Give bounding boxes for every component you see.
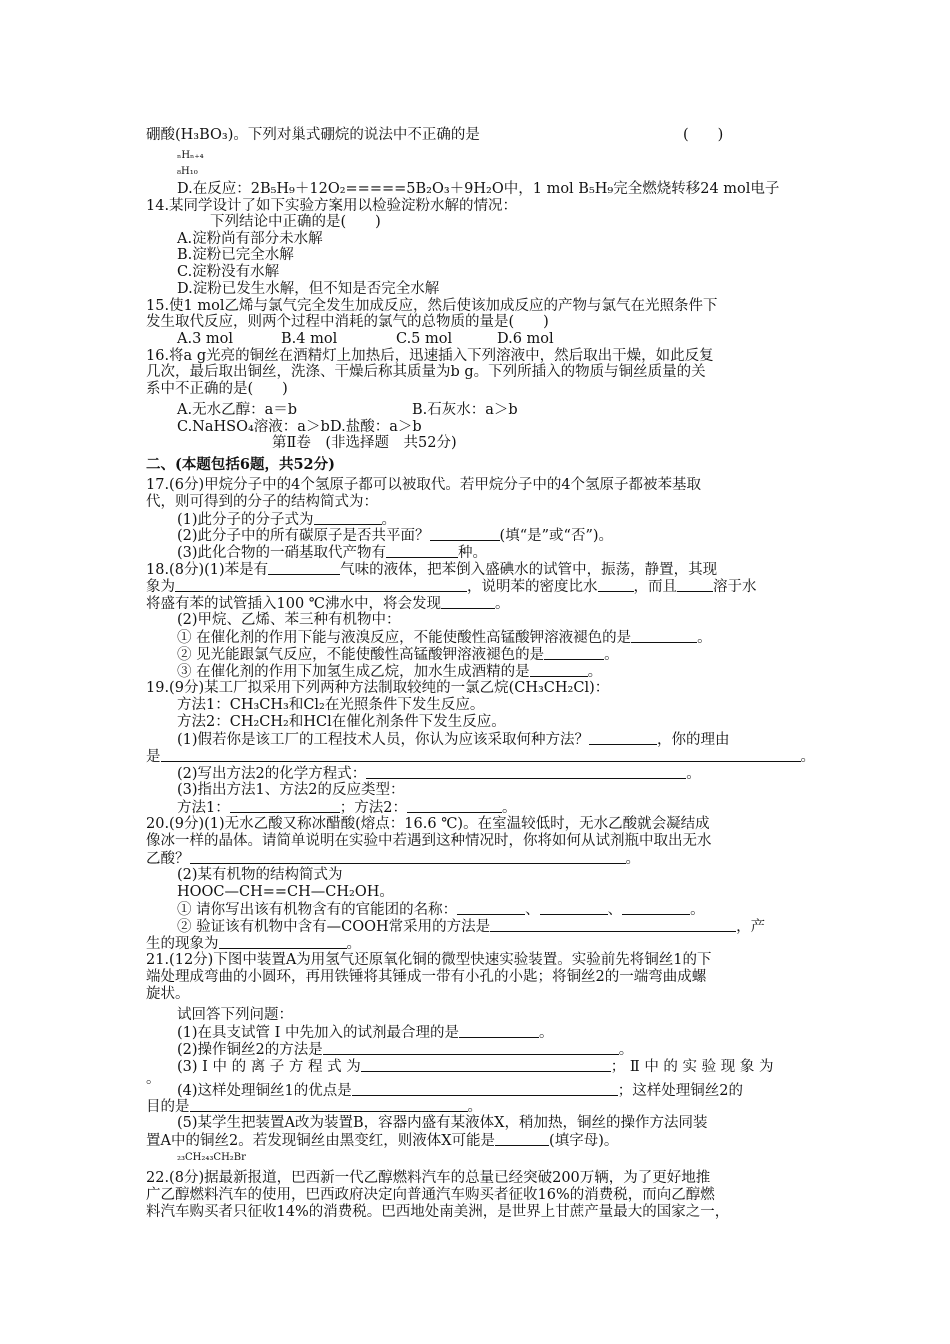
text-line [146,968,706,986]
answer-blank[interactable] [459,1023,539,1038]
text-segment: ，而且 [633,579,677,595]
text-segment: ；这样处理铜丝2的 [617,1083,743,1099]
option-d [177,280,439,298]
answer-blank[interactable] [361,1057,611,1072]
text-segment: ① 在催化剂的作用下能与液溴反应，不能使酸性高锰酸钾溶液褪色的是 [177,630,632,646]
text-segment: 第Ⅱ卷 (非选择题 共52分) [272,435,457,451]
answer-bracket [683,126,723,144]
text-segment: 试回答下列问题： [177,1007,293,1023]
text-segment: 14.某同学设计了如下实验方案用以检验淀粉水解的情况： [146,198,518,214]
option-d [497,330,554,348]
option-a [177,330,233,348]
answer-blank[interactable] [490,917,736,932]
text-segment: B.石灰水：a＞b [412,402,518,418]
text-line [177,1114,708,1132]
text-segment: 几次，最后取出铜丝，洗涤、干燥后称其质量为b g。下列所插入的物质与铜丝质量的关 [146,364,706,380]
text-segment: (填“是”或“否”)。 [499,528,614,544]
text-segment: 17.(6分)甲烷分子中的4个氢原子都可以被取代。若甲烷分子中的4个氢原子都被苯基取 [146,477,702,493]
text-segment: D.6 mol [497,331,554,347]
text-segment: (5)某学生把装置A改为装置B，容器内盛有某液体X，稍加热，铜丝的操作方法同装 [177,1115,708,1131]
option-b [177,246,294,264]
text-line [146,380,288,398]
text-segment: (1)此分子的分子式为 [177,512,314,528]
text-segment: 代，则可得到的分子的结构简式为： [146,494,378,510]
text-segment: 19.(9分)某工厂拟采用下列两种方法制取较纯的一氯乙烷(CH₃CH₂Cl)： [146,680,610,696]
text-segment: B.4 mol [281,331,338,347]
formula [177,883,394,901]
text-segment: (2)某有机物的结构简式为 [177,867,343,883]
formula-fragment [177,166,198,178]
text-segment: (3)指出方法1、方法2的反应类型： [177,782,405,798]
text-segment: 置A中的铜丝2。若发现铜丝由黑变红，则液体X可能是 [146,1133,496,1149]
text-line [177,1057,773,1076]
text-segment: B.淀粉已完全水解 [177,247,294,263]
text-segment: 料汽车购买者只征收14%的消费税。巴西地处南美洲，是世界上甘蔗产量最大的国家之一， [146,1204,730,1220]
text-segment: D.淀粉已发生水解，但不知是否完全水解 [177,281,440,297]
text-line [146,313,549,331]
option-b [412,401,518,419]
answer-blank[interactable] [631,628,697,643]
text-segment: (3)此化合物的一硝基取代产物有 [177,545,387,561]
text-segment: ( ) [683,127,724,143]
question-17 [146,476,701,494]
text-segment: ② 见光能跟氯气反应，不能使酸性高锰酸钾溶液褪色的是 [177,647,545,663]
text-segment: ③ 在催化剂的作用下加氢生成乙烷，加水生成酒精的是 [177,664,530,680]
text-segment: 。 [495,596,510,612]
text-segment: A.3 mol [177,331,234,347]
text-segment: (填字母)。 [549,1133,619,1149]
answer-blank[interactable] [598,577,634,592]
text-segment: (1)假若你是该工厂的工程技术人员，你认为应该采取何种方法？ [177,732,590,748]
question-22 [146,1169,710,1187]
answer-blank[interactable] [175,577,467,592]
text-segment: 目的是 [146,1099,190,1115]
text-line [146,1070,161,1088]
text-segment: 、 [607,902,623,918]
text-segment: ① 请你写出该有机物含有的官能团的名称： [177,902,458,918]
text-segment: 。 [690,902,705,918]
text-segment: D.盐酸：a＞b [330,419,422,435]
text-segment: 21.(12分)下图中装置A为用氢气还原氧化铜的微型快速实验装置。实验前先将铜丝1的下 [146,952,712,968]
formula-fragment [177,1152,246,1164]
text-segment: (2)甲烷、乙烯、苯三种有机物中： [177,612,401,628]
text-segment: ₈H₁₀ [177,166,198,177]
text-segment: (2)操作铜丝2的方法是 [177,1042,323,1058]
text-segment: 。 [381,512,397,528]
text-line [177,611,401,629]
text-segment: 、 [525,902,540,918]
text-segment: ；方法2： [339,800,407,816]
text-segment: ② 验证该有机物中含有—COOH常采用的方法是 [177,919,491,935]
text-segment: 。 [146,1071,161,1087]
text-segment: 。 [501,800,517,816]
text-segment: 气味的液体，把苯倒入盛碘水的试管中，振荡，静置，其现 [340,562,718,578]
text-segment: ，你的理由 [657,732,730,748]
text-segment: 乙酸？ [146,851,190,867]
text-segment: 。 [697,630,712,646]
text-line [146,126,480,144]
option-c [396,330,452,348]
text-line [146,1186,715,1204]
text-segment: 广乙醇燃料汽车的使用，巴西政府决定向普通汽车购买者征收16%的消费税，而向乙醇燃 [146,1187,715,1203]
text-segment: 端处理成弯曲的小圆环，再用铁锤将其锤成一带有小孔的小匙；将铜丝2的一端弯曲成螺 [146,969,707,985]
answer-blank[interactable] [441,594,495,609]
text-segment: (4)这样处理铜丝1的优点是 [177,1083,352,1099]
text-segment: 。 [346,936,361,952]
text-segment: 方法1：CH₃CH₃和Cl₂在光照条件下发生反应。 [177,697,485,713]
text-segment: 。 [467,1099,482,1115]
text-line [177,781,405,799]
text-segment: 20.(9分)(1)无水乙酸又称冰醋酸(熔点：16.6 ℃)。在室温较低时，无水乙酸就会凝结成 [146,816,710,832]
text-line [177,866,343,884]
text-line [146,363,706,381]
text-segment: (1)在具支试管 Ⅰ 中先加入的试剂最合理的是 [177,1025,459,1041]
answer-blank[interactable] [314,510,382,525]
answer-blank[interactable] [386,543,458,558]
text-segment: 种。 [458,545,488,561]
answer-blank[interactable] [190,849,626,864]
question-21 [146,951,712,969]
answer-blank[interactable] [219,934,347,949]
answer-blank[interactable] [589,730,657,745]
text-line [210,213,381,231]
answer-blank[interactable] [407,798,502,813]
answer-blank[interactable] [430,526,500,541]
text-segment: 。 [686,766,701,782]
text-segment: A.淀粉尚有部分未水解 [177,231,323,247]
answer-blank[interactable] [457,900,525,915]
text-segment: 系中不正确的是( ) [146,381,288,397]
answer-blank[interactable] [530,662,588,677]
text-segment: 硼酸(H₃BO₃)。下列对巢式硼烷的说法中不正确的是 [146,127,480,143]
answer-blank[interactable] [366,764,686,779]
text-segment: 将盛有苯的试管插入100 ℃沸水中，将会发现 [146,596,442,612]
text-segment: 。 [604,647,619,663]
option-b [281,330,337,348]
text-line [177,713,506,731]
answer-blank[interactable] [677,577,713,592]
text-segment: 16.将a g光亮的铜丝在酒精灯上加热后，迅速插入下列溶液中，然后取出干燥，如此反复 [146,348,714,364]
text-segment: 。 [618,1042,634,1058]
question-19 [146,679,609,697]
text-segment: C.NaHSO₄溶液：a＞b [177,419,330,435]
answer-blank[interactable] [352,1081,618,1096]
text-segment: 18.(8分)(1)苯是有 [146,562,269,578]
text-segment: 下列结论中正确的是( ) [210,214,381,230]
answer-blank[interactable] [230,798,340,813]
text-line [146,985,190,1003]
text-segment: ₂₃CH₂₄₃CH₂Br [177,1152,246,1163]
text-segment: C.淀粉没有水解 [177,264,280,280]
text-segment: 是 [146,749,161,765]
answer-blank[interactable] [622,900,690,915]
answer-blank[interactable] [190,1097,468,1112]
section-heading [146,456,335,474]
text-segment: 方法1： [177,800,230,816]
text-segment: ； Ⅱ 中 的 实 验 现 象 为 [610,1059,774,1075]
text-segment: A.无水乙醇：a＝b [177,402,298,418]
text-segment: 二、(本题包括6题，共52分) [146,456,335,473]
question-20 [146,815,710,833]
text-segment: 生的现象为 [146,936,219,952]
answer-blank[interactable] [323,1040,619,1055]
text-segment: HOOC—CH==CH—CH₂OH。 [177,884,394,900]
text-segment: 旋状。 [146,986,190,1002]
answer-blank[interactable] [495,1131,549,1146]
text-line [146,832,712,850]
text-segment: 。 [625,851,640,867]
text-segment: (3) Ⅰ 中 的 离 子 方 程 式 为 [177,1059,361,1075]
text-line [177,1006,293,1024]
text-segment: C.5 mol [396,331,453,347]
text-segment: 象为 [146,579,175,595]
answer-blank[interactable] [161,747,801,762]
text-segment: ，说明苯的密度比水 [467,579,598,595]
option-c [177,263,279,281]
text-line [146,1131,618,1150]
answer-blank[interactable] [268,560,340,575]
section-title [272,434,457,452]
formula-fragment [177,150,204,162]
text-segment: 15.使1 mol乙烯与氯气完全发生加成反应，然后使该加成反应的产物与氯气在光照条件下 [146,298,718,314]
text-segment: (2)此分子中的所有碳原子是否共平面？ [177,528,430,544]
text-segment: 。 [538,1025,554,1041]
text-line [146,493,378,511]
text-segment: D.在反应：2B₅H₉＋12O₂=====5B₂O₃＋9H₂O中，1 mol B₅H₉完全燃烧转移24 mol电子 [177,181,780,197]
text-segment: 发生取代反应，则两个过程中消耗的氯气的总物质的量是( ) [146,314,549,330]
text-segment: 。 [800,749,815,765]
option-a [177,401,297,419]
text-segment: (2)写出方法2的化学方程式： [177,766,367,782]
text-line [146,1203,729,1221]
text-segment: 像冰一样的晶体。请简单说明在实验中若遇到这种情况时，你将如何从试剂瓶中取出无水 [146,833,712,849]
text-segment: 溶于水 [713,579,757,595]
answer-blank[interactable] [544,645,604,660]
text-segment: ，产 [736,919,766,935]
text-line [177,696,484,714]
option-d [177,180,779,198]
answer-blank[interactable] [540,900,608,915]
text-segment: 。 [587,664,603,680]
text-segment: 方法2：CH₂CH₂和HCl在催化剂条件下发生反应。 [177,714,506,730]
text-segment: 22.(8分)据最新报道，巴西新一代乙醇燃料汽车的总量已经突破200万辆，为了更好地推 [146,1170,711,1186]
text-segment: ₙHₙ₊₄ [177,150,204,161]
